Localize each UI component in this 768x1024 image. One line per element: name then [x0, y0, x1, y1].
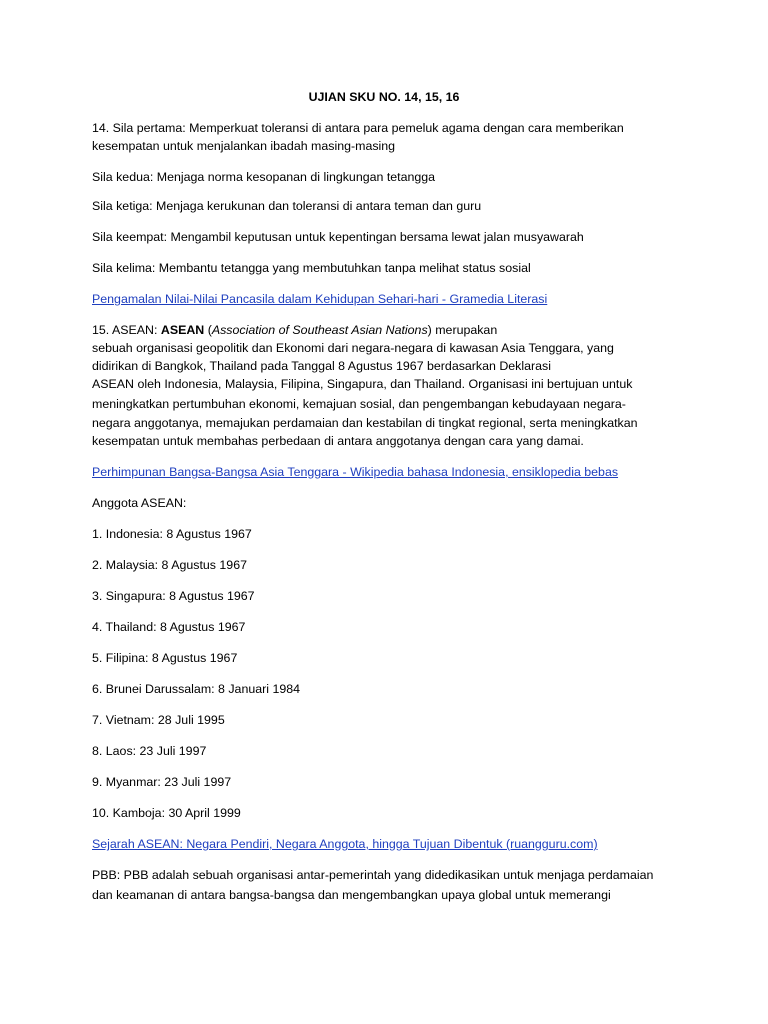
asean-intro-line	[92, 321, 497, 339]
asean-open-paren: (	[204, 323, 212, 337]
asean-member-item: 2. Malaysia: 8 Agustus 1967	[92, 558, 247, 572]
asean-member-item: 4. Thailand: 8 Agustus 1967	[92, 620, 246, 634]
sila-2: Sila kedua: Menjaga norma kesopanan di lingkungan tetangga	[92, 170, 436, 184]
asean-paragraph-line: meningkatkan pertumbuhan ekonomi, kemajuan sosial, dan pengembangan kebudayaan negara-	[92, 397, 626, 411]
ruangguru-asean-link[interactable]: Sejarah ASEAN: Negara Pendiri, Negara Anggota, hingga Tujuan Dibentuk (ruangguru.com)	[92, 837, 598, 851]
asean-paragraph-line: ASEAN oleh Indonesia, Malaysia, Filipina, Singapura, dan Thailand. Organisasi ini bertujuan untuk	[92, 377, 633, 391]
asean-member-item: 5. Filipina: 8 Agustus 1967	[92, 651, 238, 665]
asean-member-item: 9. Myanmar: 23 Juli 1997	[92, 775, 232, 789]
sila-3: Sila ketiga: Menjaga kerukunan dan toleransi di antara teman dan guru	[92, 199, 482, 213]
asean-paragraph-line: negara anggotanya, memajukan perdamaian dan kestabilan di tingkat regional, serta meningkatkan	[92, 416, 638, 430]
pbb-paragraph-line: dan keamanan di antara bangsa-bangsa dan mengembangkan upaya global untuk memerangi	[92, 888, 611, 902]
asean-member-item: 7. Vietnam: 28 Juli 1995	[92, 713, 225, 727]
asean-members-heading: Anggota ASEAN:	[92, 496, 187, 510]
asean-full-name: Association of Southeast Asian Nations	[211, 323, 428, 337]
asean-member-item: 8. Laos: 23 Juli 1997	[92, 744, 207, 758]
asean-member-item: 3. Singapura: 8 Agustus 1967	[92, 589, 255, 603]
asean-bold-term: ASEAN	[160, 323, 205, 337]
asean-paragraph-line: sebuah organisasi geopolitik dan Ekonomi dari negara-negara di kawasan Asia Tenggara, yang	[92, 341, 614, 355]
asean-member-item: 1. Indonesia: 8 Agustus 1967	[92, 527, 252, 541]
pbb-paragraph-line: PBB: PBB adalah sebuah organisasi antar-pemerintah yang didedikasikan untuk menjaga perdamaian	[92, 868, 654, 882]
asean-paragraph-line: didirikan di Bangkok, Thailand pada Tanggal 8 Agustus 1967 berdasarkan Deklarasi	[92, 359, 551, 373]
asean-paragraph-line: kesempatan untuk membahas perbedaan di antara anggotanya dengan cara yang damai.	[92, 434, 584, 448]
document-title: UJIAN SKU NO. 14, 15, 16	[308, 90, 460, 104]
asean-wikipedia-link[interactable]: Perhimpunan Bangsa-Bangsa Asia Tenggara - Wikipedia bahasa Indonesia, ensiklopedia bebas	[92, 465, 619, 479]
asean-prefix: 15. ASEAN:	[92, 323, 161, 337]
sila-4: Sila keempat: Mengambil keputusan untuk kepentingan bersama lewat jalan musyawarah	[92, 230, 584, 244]
asean-member-item: 6. Brunei Darussalam: 8 Januari 1984	[92, 682, 301, 696]
asean-member-item: 10. Kamboja: 30 April 1999	[92, 806, 241, 820]
sila-1-line-1: 14. Sila pertama: Memperkuat toleransi di antara para pemeluk agama dengan cara memberikan	[92, 121, 624, 135]
sila-1-line-2: kesempatan untuk menjalankan ibadah masing-masing	[92, 139, 396, 153]
sila-5: Sila kelima: Membantu tetangga yang membutuhkan tanpa melihat status sosial	[92, 261, 531, 275]
asean-close-paren: ) merupakan	[427, 323, 498, 337]
pancasila-reference-link[interactable]: Pengamalan Nilai-Nilai Pancasila dalam Kehidupan Sehari-hari - Gramedia Literasi	[92, 292, 548, 306]
